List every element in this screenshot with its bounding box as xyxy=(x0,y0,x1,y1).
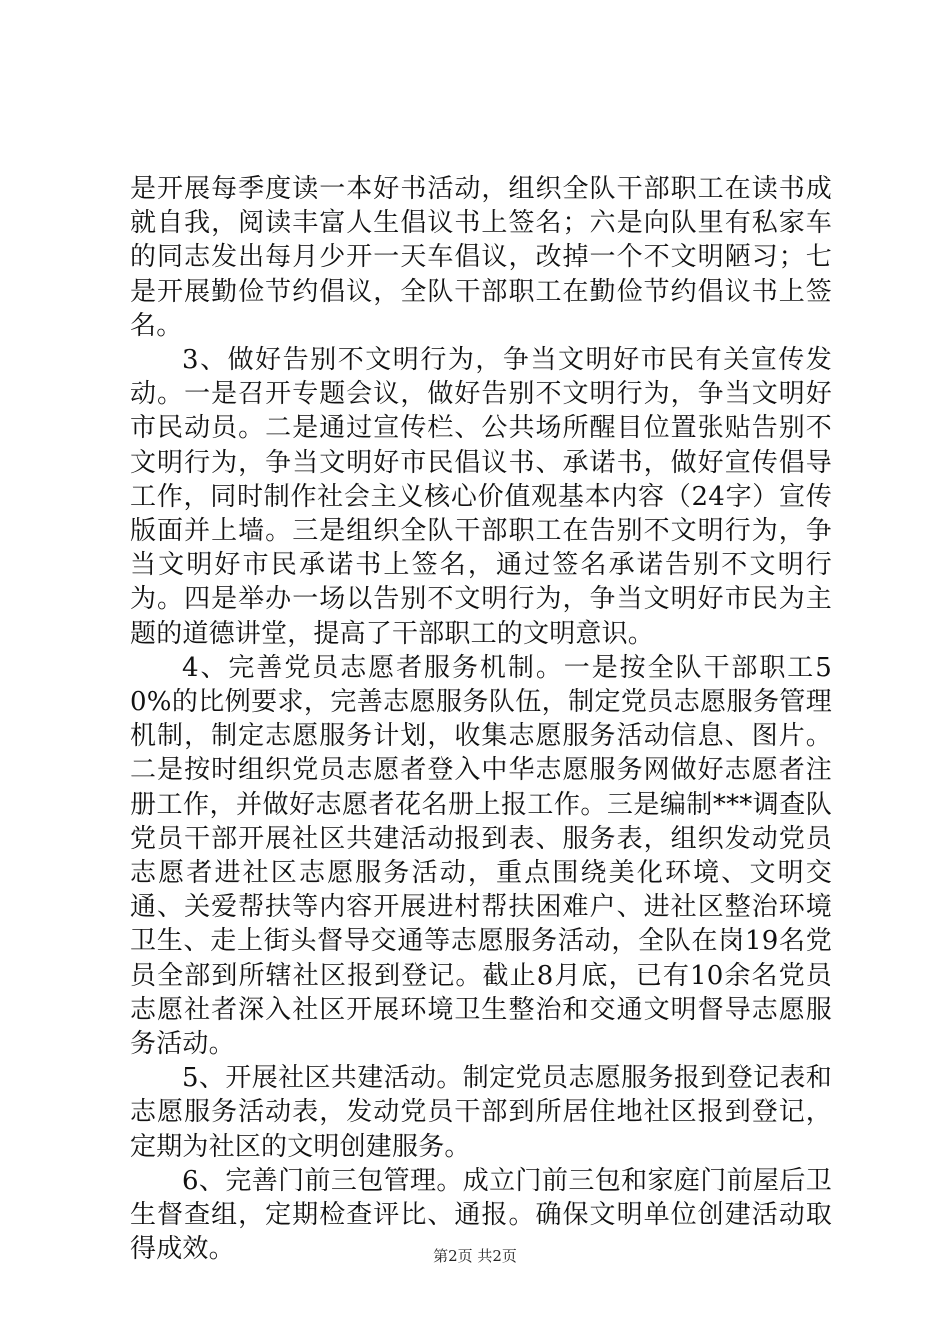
page-footer: 第2页 共2页 xyxy=(433,1247,517,1265)
paragraph-item-6: 6、完善门前三包管理。成立门前三包和家庭门前屋后卫生督查组，定期检查评比、通报。确保文明单位创建活动取得成效。 xyxy=(130,1165,832,1265)
paragraph-item-4: 4、完善党员志愿者服务机制。一是按全队干部职工50%的比例要求，完善志愿服务队伍，制定党员志愿服务管理机制，制定志愿服务计划，收集志愿服务活动信息、图片。二是按时组织党员志愿者登入中华志愿服务网做好志愿者注册工作，并做好志愿者花名册上报工作。三是编制***调查队党员干部开展社区共建活动报到表、服务表，组织发动党员志愿者进社区志愿服务活动，重点围绕美化环境、文明交通、关爱帮扶等内容开展进村帮扶困难户、进社区整治环境卫生、走上街头督导交通等志愿服务活动，全队在岗19名党员全部到所辖社区报到登记。截止8月底，已有10余名党员志愿社者深入社区开展环境卫生整治和交通文明督导志愿服务活动。 xyxy=(130,652,832,1060)
paragraph-continuation: 是开展每季度读一本好书活动，组织全队干部职工在读书成就自我，阅读丰富人生倡议书上签名；六是向队里有私家车的同志发出每月少开一天车倡议，改掉一个不文明陋习；七是开展勤俭节约倡议，全队干部职工在勤俭节约倡议书上签名。 xyxy=(130,174,832,341)
paragraph-item-3: 3、做好告别不文明行为，争当文明好市民有关宣传发动。一是召开专题会议，做好告别不文明行为，争当文明好市民动员。二是通过宣传栏、公共场所醒目位置张贴告别不文明行为，争当文明好市民倡议书、承诺书，做好宣传倡导工作，同时制作社会主义核心价值观基本内容（24字）宣传版面并上墙。三是组织全队干部职工在告别不文明行为，争当文明好市民承诺书上签名，通过签名承诺告别不文明行为。四是举办一场以告别不文明行为，争当文明好市民为主题的道德讲堂，提高了干部职工的文明意识。 xyxy=(130,345,832,649)
paragraph-item-5: 5、开展社区共建活动。制定党员志愿服务报到登记表和志愿服务活动表，发动党员干部到所居住地社区报到登记，定期为社区的文明创建服务。 xyxy=(130,1063,832,1162)
document-body xyxy=(130,172,832,1267)
